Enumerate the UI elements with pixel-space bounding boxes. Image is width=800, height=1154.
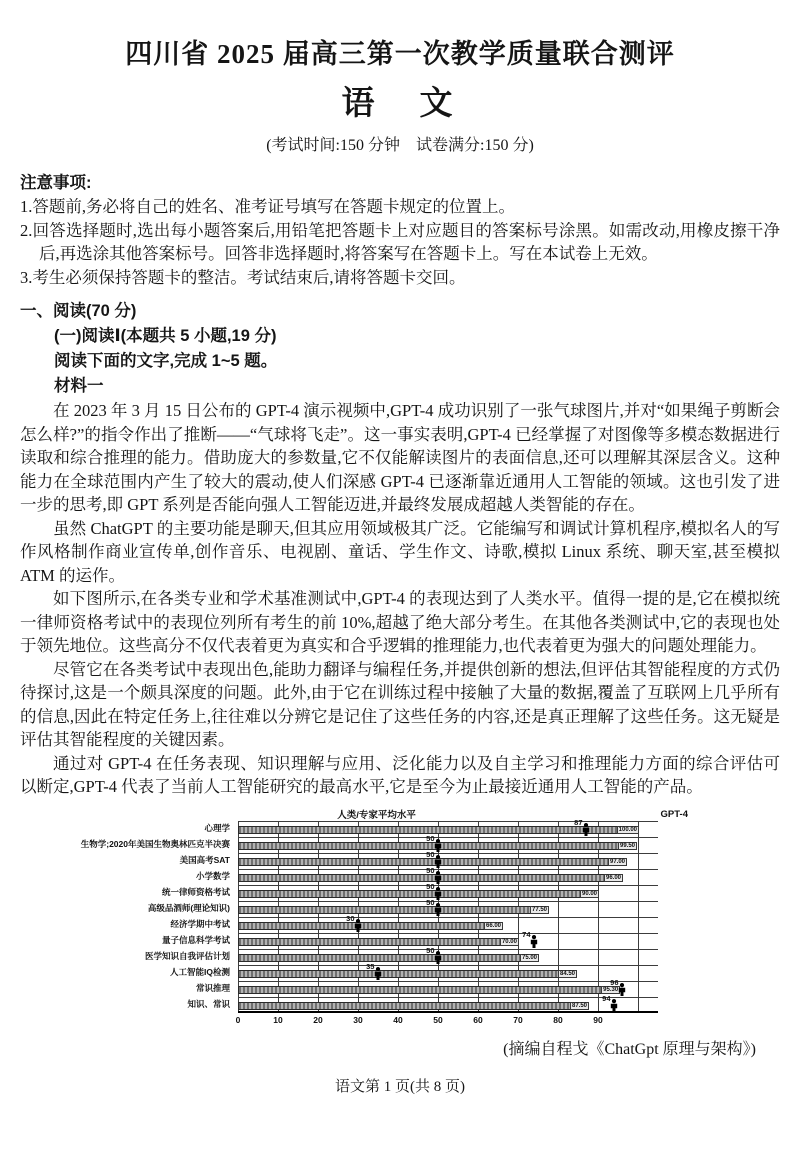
human-marker (426, 881, 443, 900)
chart-rows (70, 817, 730, 1013)
person-icon (618, 983, 627, 996)
bar-value-label: 99.50 (619, 842, 635, 849)
chart-row-label: 统一律师资格考试 (161, 887, 230, 898)
chart-row-plot (238, 961, 658, 981)
chart-row-label: 美国高考SAT (179, 855, 230, 866)
human-marker (366, 961, 382, 980)
chart-row (70, 833, 730, 853)
chart-row (70, 945, 730, 965)
chart-legend-gpt4: GPT-4 (660, 808, 688, 820)
gpt4-bar (238, 938, 518, 946)
bar-value-label: 97.00 (609, 858, 625, 865)
page-title: 四川省 2025 届高三第一次教学质量联合测评 (125, 39, 675, 69)
person-icon (434, 903, 443, 916)
body-paragraph-1: 在 2023 年 3 月 15 日公布的 GPT-4 演示视频中,GPT-4 成功识别了一张气球图片,并对“如果绳子剪断会怎么样?”的指令作出了推断——“气球将飞走”。这一事实表明,GPT-4 已经掌握了对图像等多模态数据进行读取和综合推理的能力。借助庞大的参数量,它不仅能解读图片的表面信息,还可以理解其深层含义。这种能力在全球范围内产生了较大的震动,使人们深感 GPT-4 已逐渐靠近通用人工智能的领域。这也引发了进一步的思考,即 GPT 系列是否能向强人工智能迈进,并最终发展成超越人类智能的存在。 (20, 401, 780, 514)
chart-row-label: 人工智能IQ检测 (170, 967, 230, 978)
x-axis-tick: 70 (513, 1014, 523, 1025)
human-value-label: 74 (522, 929, 531, 939)
gpt4-bar (238, 986, 619, 994)
person-icon (434, 887, 443, 900)
human-marker (602, 993, 619, 1012)
chart-header (238, 807, 688, 821)
chart-row-plot (238, 945, 658, 965)
gpt4-bar (238, 954, 538, 962)
body-paragraph-2: 虽然 ChatGPT 的主要功能是聊天,但其应用领域极其广泛。它能编写和调试计算机程序,模拟名人的写作风格制作商业宣传单,创作音乐、电视剧、童话、学生作文、诗歌,模拟 Linux 系统、聊天室,甚至模拟 ATM 的运作。 (20, 518, 780, 585)
gpt4-bar (238, 874, 622, 882)
x-axis-tick: 50 (433, 1014, 443, 1025)
body-paragraph-3: 如下图所示,在各类专业和学术基准测试中,GPT-4 的表现达到了人类水平。值得一提的是,它在模拟统一律师资格考试中的表现位列所有考生的前 10%,超越了绝大部分考生。在其他各类测试中,它的表现也处于领先地位。这些高分不仅代表着更为真实和合乎逻辑的推理能力,也代表着更为强大的问题处理能力。 (20, 589, 780, 655)
human-marker (574, 817, 591, 836)
bar-value-label: 70.00 (501, 938, 517, 945)
chart-row-plot (238, 929, 658, 949)
human-marker (426, 865, 443, 884)
subsection-heading: (一)阅读Ⅰ(本题共 5 小题,19 分) (54, 327, 277, 345)
human-value-label: 50 (426, 897, 435, 907)
human-value-label: 94 (602, 993, 611, 1003)
person-icon (434, 871, 443, 884)
chart-row (70, 913, 730, 933)
x-axis-tick: 0 (235, 1014, 241, 1025)
chart-row-label: 心理学 (204, 823, 230, 834)
section-heading: 一、阅读(70 分) (20, 302, 137, 320)
gpt4-bar (238, 922, 502, 930)
person-icon (434, 839, 443, 852)
chart-row (70, 865, 730, 885)
person-icon (354, 919, 363, 932)
human-marker (426, 849, 443, 868)
chart-row-plot (238, 817, 658, 837)
bar-value-label: 87.50 (571, 1002, 587, 1009)
bar-value-label: 96.00 (605, 874, 621, 881)
person-icon (610, 999, 619, 1012)
human-value-label: 87 (574, 817, 583, 827)
bar-value-label: 90.00 (581, 890, 597, 897)
chart-row-label: 量子信息科学考试 (161, 935, 230, 946)
chart-row-plot (238, 881, 658, 901)
x-axis-tick: 40 (393, 1014, 403, 1025)
chart-row-label: 常识推理 (195, 983, 230, 994)
human-value-label: 96 (610, 977, 619, 987)
chart-row (70, 881, 730, 901)
chart-row-plot (238, 833, 658, 853)
chart-row-label: 小学数学 (195, 871, 230, 882)
human-marker (426, 945, 443, 964)
bar-value-label: 75.00 (521, 954, 537, 961)
human-value-label: 50 (426, 833, 435, 843)
person-icon (530, 935, 539, 948)
person-icon (373, 967, 382, 980)
chart-row (70, 817, 730, 837)
human-marker (426, 897, 443, 916)
chart-row (70, 977, 730, 997)
spacer (20, 289, 780, 299)
bar-value-label: 100.00 (618, 826, 637, 833)
subject-title: 语 文 (341, 86, 459, 122)
x-axis-tick: 10 (273, 1014, 283, 1025)
x-axis-tick: 60 (473, 1014, 483, 1025)
x-axis-tick: 90 (593, 1014, 603, 1025)
human-value-label: 50 (426, 945, 435, 955)
note-item-3: 3.考生必须保持答题卡的整洁。考试结束后,请将答题卡交回。 (20, 267, 466, 287)
body-paragraph-5: 通过对 GPT-4 在任务表现、知识理解与应用、泛化能力以及自主学习和推理能力方面的综合评估可以断定,GPT-4 代表了当前人工智能研究的最高水平,它是至今为止最接近通用人工智能的产品。 (20, 753, 780, 796)
exam-info: (考试时间:150 分钟 试卷满分:150 分) (266, 137, 534, 154)
bar-value-label: 84.50 (559, 970, 575, 977)
chart-row-plot (238, 865, 658, 885)
material-label: 材料一 (54, 377, 104, 395)
gpt4-bar (238, 970, 576, 978)
human-marker (346, 913, 363, 932)
note-item-2: 2.回答选择题时,选出每小题答案后,用铅笔把答题卡上对应题目的答案标号涂黑。如需改动,用橡皮擦干净后,再选涂其他答案标号。回答非选择题时,将答案写在答题卡上。写在本试卷上无效。 (20, 220, 780, 263)
chart-row-label: 知识、常识 (187, 999, 230, 1010)
bar-value-label: 77.50 (531, 906, 547, 913)
chart-body (70, 817, 730, 1013)
human-value-label: 30 (346, 913, 355, 923)
x-axis-tick: 30 (353, 1014, 363, 1025)
gpt4-bar (238, 1002, 588, 1010)
chart-row-plot (238, 977, 658, 997)
human-marker (522, 929, 539, 948)
chart-row-plot (238, 913, 658, 933)
bar-value-label: 66.00 (485, 922, 501, 929)
chart-row (70, 929, 730, 949)
notes-heading: 注意事项: (20, 174, 92, 192)
gpt4-bar (238, 890, 598, 898)
body-paragraph-4: 尽管它在各类考试中表现出色,能助力翻译与编程任务,并提供创新的想法,但评估其智能程度的方式仍待探讨,这是一个颇具深度的问题。此外,由于它在训练过程中接触了大量的数据,覆盖了互联网上几乎所有的信息,因此在特定任务上,往往难以分辨它是记住了这些任务的内容,还是真正理解了这些任务。这无疑是评估其智能程度的关键因素。 (20, 659, 780, 749)
gpt4-bar (238, 858, 626, 866)
human-value-label: 50 (426, 881, 435, 891)
chart-title: 人类/专家平均水平 (337, 809, 416, 821)
chart-row (70, 961, 730, 981)
source-citation: (摘编自程戈《ChatGpt 原理与架构》) (503, 1040, 756, 1058)
note-item-1: 1.答题前,务必将自己的姓名、准考证号填写在答题卡规定的位置上。 (20, 197, 515, 216)
x-axis-tick: 80 (553, 1014, 563, 1025)
chart-row-plot (238, 993, 658, 1013)
chart-row-label: 生物学;2020年美国生物奥林匹克半决赛 (80, 839, 230, 850)
reading-instruction: 阅读下面的文字,完成 1~5 题。 (54, 352, 278, 370)
chart-row-plot (238, 849, 658, 869)
chart-row-plot (238, 897, 658, 917)
person-icon (434, 951, 443, 964)
chart-row-label: 高级品酒师(理论知识) (147, 903, 230, 914)
page-footer: 语文第 1 页(共 8 页) (335, 1078, 465, 1095)
x-axis-tick: 20 (313, 1014, 323, 1025)
performance-chart (70, 807, 730, 1026)
gpt4-bar (238, 906, 548, 914)
human-value-label: 35 (366, 961, 375, 971)
chart-row (70, 897, 730, 917)
bar-value-label: 95.30 (603, 986, 619, 993)
chart-row-label: 经济学期中考试 (170, 919, 230, 930)
gpt4-bar (238, 826, 638, 834)
person-icon (582, 823, 591, 836)
x-axis (235, 1013, 658, 1026)
chart-row-label: 医学知识自我评估计划 (144, 951, 230, 962)
human-value-label: 50 (426, 849, 435, 859)
person-icon (434, 855, 443, 868)
human-marker (426, 833, 443, 852)
chart-row (70, 993, 730, 1013)
human-value-label: 50 (426, 865, 435, 875)
chart-row (70, 849, 730, 869)
